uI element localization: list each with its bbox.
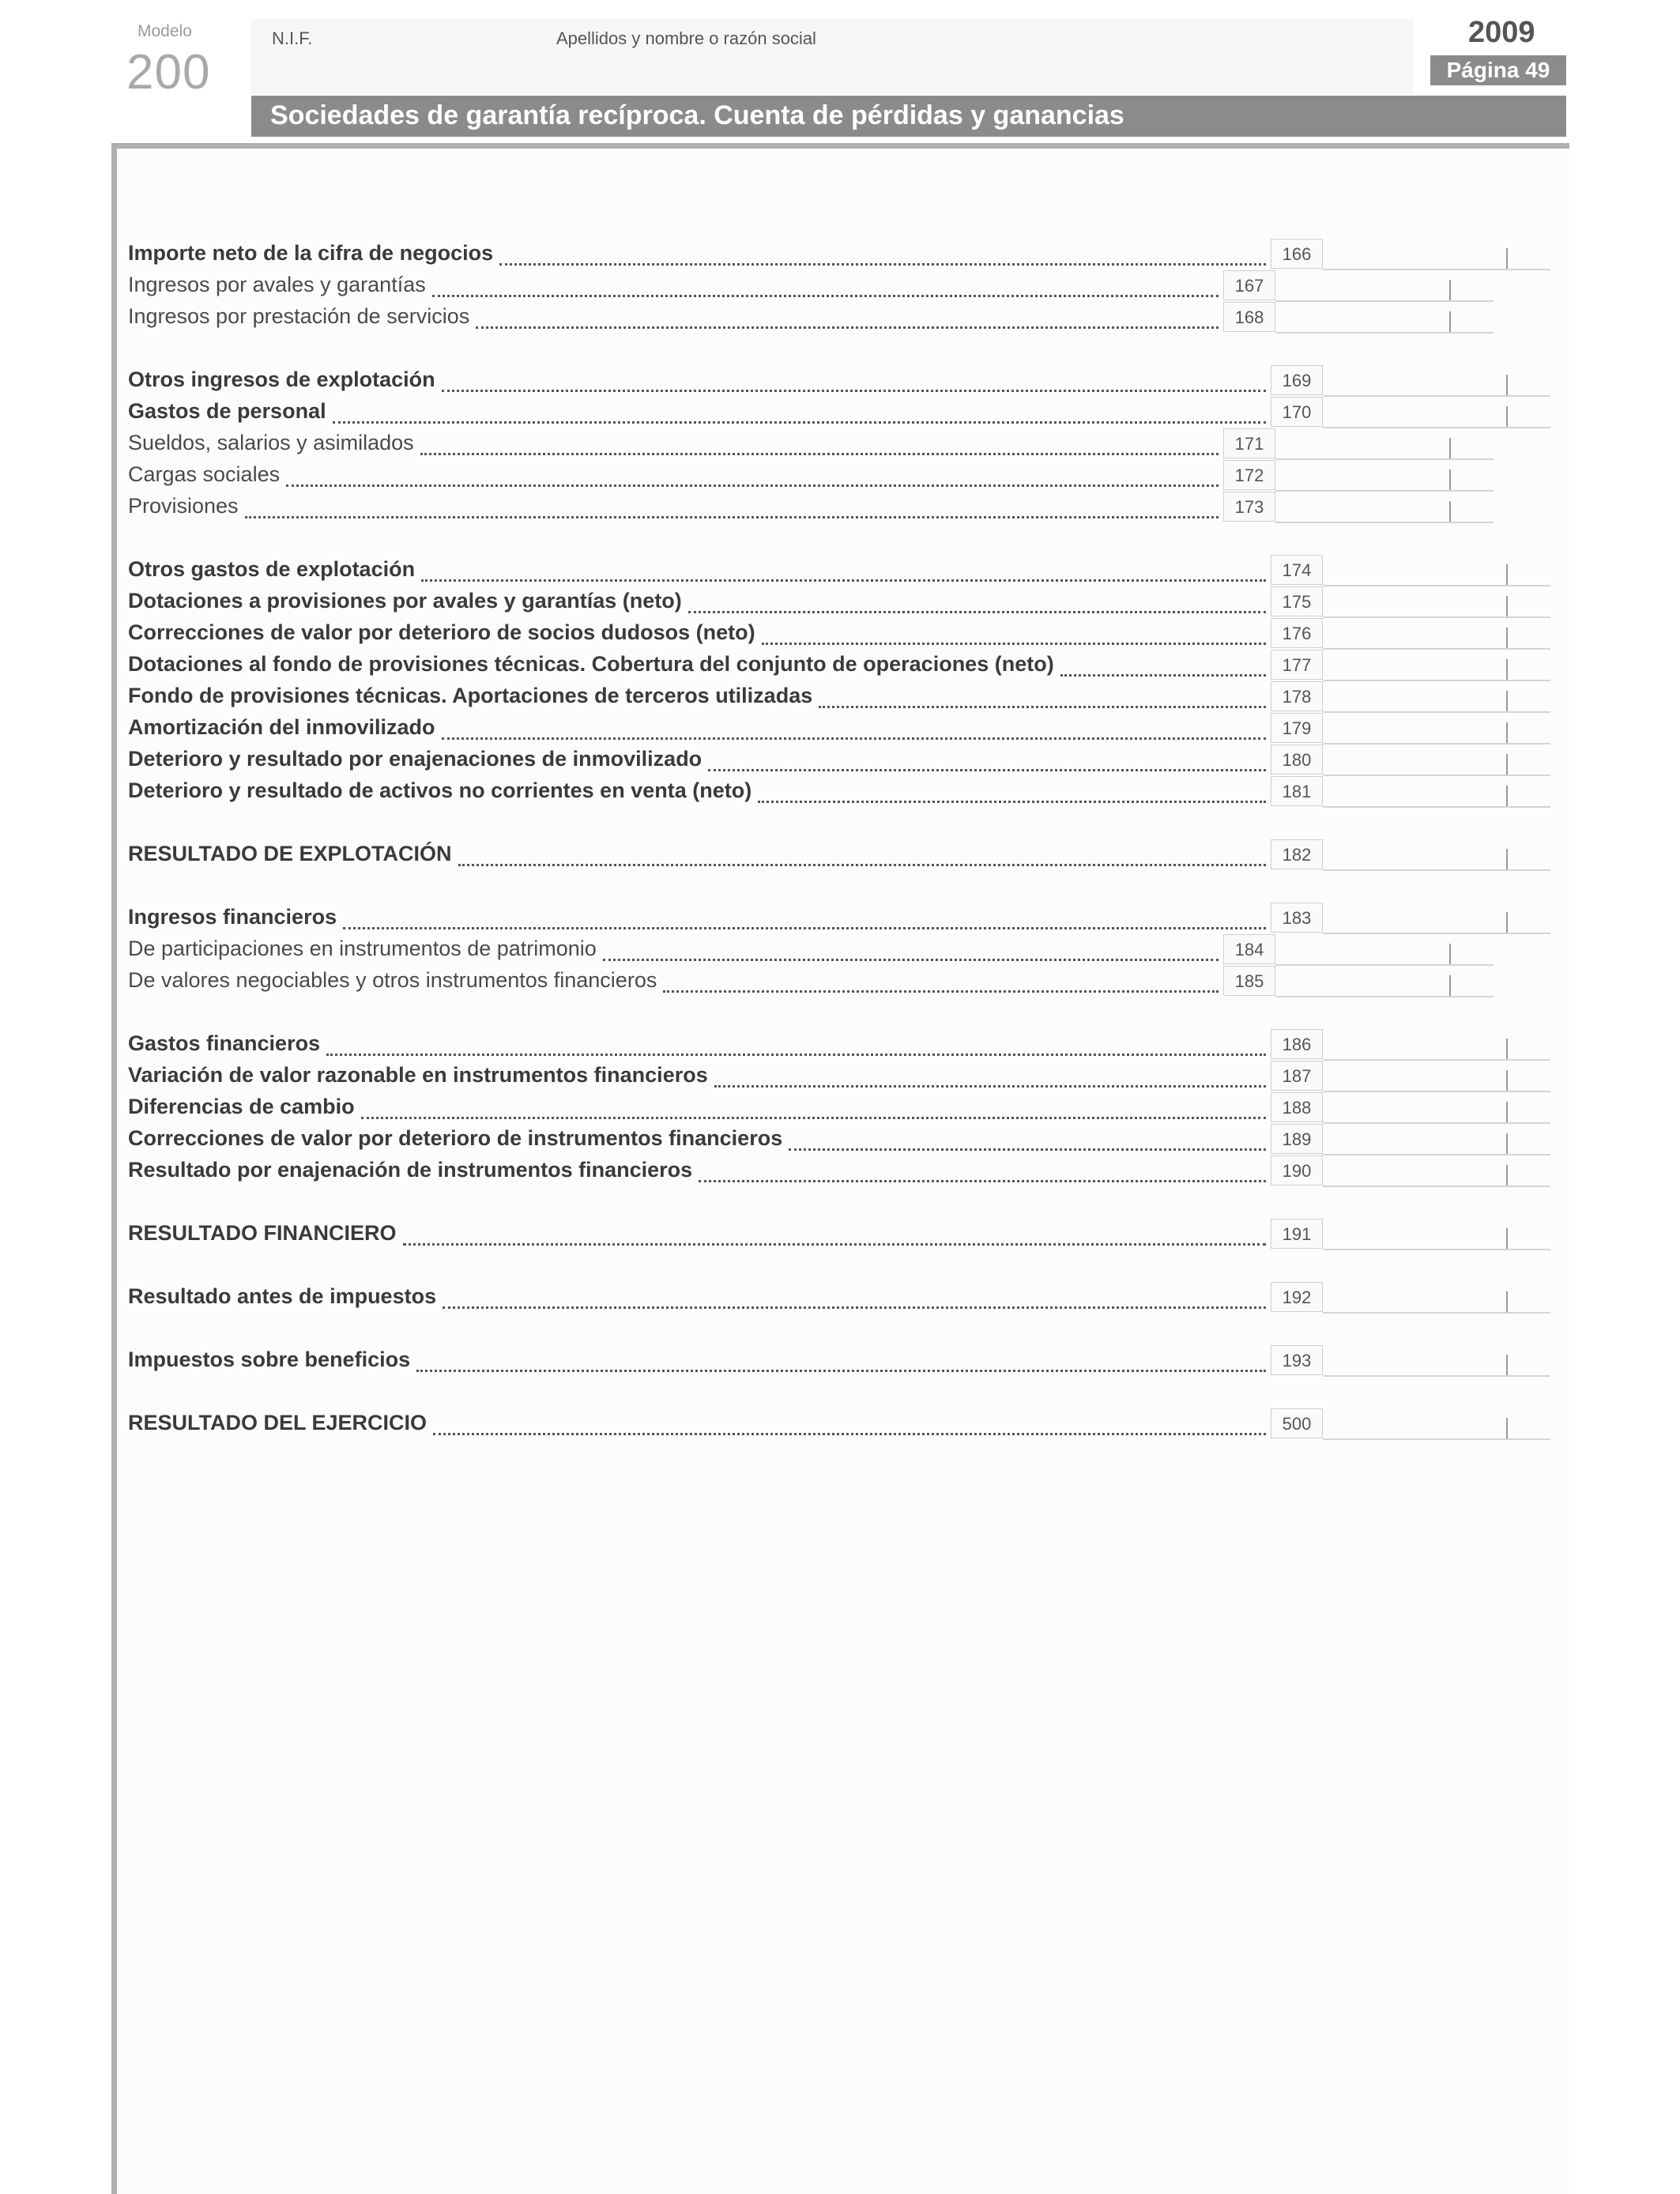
box-code: 191 — [1271, 1219, 1323, 1249]
decimal-separator-mark — [1449, 975, 1451, 996]
box-code: 182 — [1271, 839, 1323, 869]
leader-dots — [442, 386, 1266, 392]
decimal-separator-mark — [1506, 1291, 1508, 1312]
leader-dots — [663, 987, 1219, 993]
amount-field[interactable] — [1323, 1438, 1550, 1440]
box-code: 174 — [1271, 555, 1323, 585]
frame-left-border — [111, 143, 117, 2194]
form-row — [128, 428, 1550, 460]
row-label: RESULTADO DE EXPLOTACIÓN — [128, 842, 452, 865]
decimal-separator-mark — [1449, 280, 1451, 300]
box-code: 178 — [1271, 681, 1323, 711]
amount-field[interactable] — [1323, 869, 1550, 871]
form-row — [128, 934, 1550, 966]
row-label: Cargas sociales — [128, 462, 281, 486]
form-row — [128, 1092, 1550, 1124]
leader-dots — [421, 576, 1266, 582]
leader-dots — [443, 1303, 1266, 1309]
section-title-bar — [251, 96, 1566, 137]
form-row — [128, 1155, 1550, 1187]
decimal-separator-mark — [1449, 438, 1451, 458]
decimal-separator-mark — [1449, 501, 1451, 522]
frame-top-border — [111, 143, 1569, 149]
decimal-separator-mark — [1506, 406, 1508, 427]
amount-field[interactable] — [1275, 332, 1494, 334]
leader-dots — [420, 450, 1219, 455]
box-code: 175 — [1271, 586, 1323, 616]
box-code: 183 — [1271, 903, 1323, 933]
box-code: 190 — [1271, 1155, 1323, 1186]
form-row — [128, 1408, 1550, 1440]
leader-dots — [499, 260, 1266, 266]
row-label: Amortización del inmovilizado — [128, 715, 435, 739]
leader-dots — [286, 481, 1219, 487]
decimal-separator-mark — [1449, 944, 1451, 964]
box-code: 186 — [1271, 1029, 1323, 1059]
decimal-separator-mark — [1506, 912, 1508, 933]
leader-dots — [762, 639, 1266, 645]
form-row — [128, 1061, 1550, 1092]
form-row — [128, 397, 1550, 428]
box-code: 185 — [1223, 966, 1275, 996]
form-row — [128, 270, 1550, 302]
decimal-separator-mark — [1506, 754, 1508, 775]
leader-dots — [708, 766, 1266, 771]
leader-dots — [416, 1367, 1266, 1372]
leader-dots — [603, 956, 1219, 961]
box-code: 179 — [1271, 713, 1323, 743]
decimal-separator-mark — [1506, 786, 1508, 806]
form-row — [128, 650, 1550, 681]
form-row — [128, 239, 1550, 270]
header-box — [251, 19, 1413, 94]
box-code: 184 — [1223, 934, 1275, 964]
leader-dots — [714, 1082, 1266, 1088]
leader-dots — [432, 292, 1219, 297]
decimal-separator-mark — [1506, 659, 1508, 680]
box-code: 170 — [1271, 397, 1323, 427]
box-code: 166 — [1271, 239, 1323, 269]
amount-field[interactable] — [1323, 806, 1550, 808]
form-row — [128, 903, 1550, 934]
decimal-separator-mark — [1506, 1355, 1508, 1375]
modelo-number: 200 — [126, 45, 211, 100]
row-label: RESULTADO FINANCIERO — [128, 1221, 397, 1245]
row-label: Provisiones — [128, 494, 239, 518]
amount-field[interactable] — [1323, 1312, 1550, 1314]
box-code: 180 — [1271, 745, 1323, 775]
leader-dots — [789, 1145, 1266, 1151]
box-code: 188 — [1271, 1092, 1323, 1122]
row-label: Ingresos por prestación de servicios — [128, 304, 470, 328]
decimal-separator-mark — [1506, 1228, 1508, 1249]
row-label: Sueldos, salarios y asimilados — [128, 431, 414, 454]
amount-field[interactable] — [1275, 522, 1494, 523]
form-row — [128, 839, 1550, 871]
form-row — [128, 1345, 1550, 1377]
form-year: 2009 — [1468, 16, 1535, 49]
leader-dots — [819, 703, 1266, 708]
decimal-separator-mark — [1506, 722, 1508, 743]
decimal-separator-mark — [1506, 596, 1508, 616]
row-label: Gastos financieros — [128, 1031, 321, 1055]
row-label: Otros gastos de explotación — [128, 557, 416, 581]
form-row — [128, 713, 1550, 745]
amount-field[interactable] — [1323, 1375, 1550, 1377]
decimal-separator-mark — [1506, 248, 1508, 269]
amount-field[interactable] — [1323, 1186, 1550, 1187]
row-label: Resultado antes de impuestos — [128, 1284, 437, 1308]
decimal-separator-mark — [1506, 1102, 1508, 1122]
row-label: Correcciones de valor por deterioro de socios dudosos (neto) — [128, 620, 755, 644]
leader-dots — [343, 924, 1266, 929]
nif-label: N.I.F. — [272, 28, 313, 48]
box-code: 193 — [1271, 1345, 1323, 1375]
section-title: Sociedades de garantía recíproca. Cuenta de pérdidas y ganancias — [270, 100, 1124, 130]
leader-dots — [442, 734, 1266, 740]
row-label: Deterioro y resultado de activos no corrientes en venta (neto) — [128, 778, 752, 802]
row-label: Resultado por enajenación de instrumentos financieros — [128, 1158, 693, 1182]
leader-dots — [433, 1430, 1266, 1435]
form-row — [128, 618, 1550, 650]
form-row — [128, 1124, 1550, 1155]
form-row — [128, 776, 1550, 808]
box-code: 172 — [1223, 460, 1275, 490]
form-row — [128, 586, 1550, 618]
row-label: Fondo de provisiones técnicas. Aportaciones de terceros utilizadas — [128, 684, 813, 707]
box-code: 187 — [1271, 1061, 1323, 1091]
leader-dots — [458, 861, 1266, 866]
row-label: Otros ingresos de explotación — [128, 368, 435, 391]
form-row — [128, 555, 1550, 586]
row-label: Deterioro y resultado por enajenaciones de inmovilizado — [128, 747, 703, 771]
row-label: Variación de valor razonable en instrumentos financieros — [128, 1063, 708, 1087]
row-label: Impuestos sobre beneficios — [128, 1348, 411, 1371]
row-label: Ingresos por avales y garantías — [128, 273, 426, 296]
form-row — [128, 745, 1550, 776]
decimal-separator-mark — [1506, 1133, 1508, 1154]
decimal-separator-mark — [1506, 849, 1508, 869]
decimal-separator-mark — [1506, 1039, 1508, 1059]
amount-field[interactable] — [1275, 996, 1494, 997]
modelo-label: Modelo — [137, 22, 192, 40]
row-label: Diferencias de cambio — [128, 1095, 355, 1118]
leader-dots — [688, 608, 1266, 613]
row-label: De valores negociables y otros instrumentos financieros — [128, 968, 657, 992]
decimal-separator-mark — [1506, 691, 1508, 711]
box-code: 176 — [1271, 618, 1323, 648]
decimal-separator-mark — [1449, 311, 1451, 332]
decimal-separator-mark — [1506, 375, 1508, 395]
leader-dots — [403, 1240, 1267, 1246]
form-row — [128, 302, 1550, 334]
decimal-separator-mark — [1506, 1418, 1508, 1438]
decimal-separator-mark — [1449, 469, 1451, 490]
form-row — [128, 1282, 1550, 1314]
box-code: 189 — [1271, 1124, 1323, 1154]
leader-dots — [476, 323, 1219, 329]
decimal-separator-mark — [1506, 1165, 1508, 1186]
box-code: 169 — [1271, 365, 1323, 395]
leader-dots — [361, 1114, 1266, 1119]
row-label: Importe neto de la cifra de negocios — [128, 241, 494, 265]
row-label: Dotaciones a provisiones por avales y garantías (neto) — [128, 589, 682, 613]
box-code: 173 — [1223, 492, 1275, 522]
form-row — [128, 966, 1550, 997]
leader-dots — [326, 1050, 1266, 1056]
decimal-separator-mark — [1506, 564, 1508, 585]
box-code: 171 — [1223, 428, 1275, 458]
decimal-separator-mark — [1506, 628, 1508, 648]
box-code: 500 — [1271, 1408, 1323, 1438]
box-code: 168 — [1223, 302, 1275, 332]
leader-dots — [699, 1177, 1266, 1182]
leader-dots — [245, 513, 1219, 518]
box-code: 167 — [1223, 270, 1275, 300]
decimal-separator-mark — [1506, 1070, 1508, 1091]
form-row — [128, 1029, 1550, 1061]
box-code: 192 — [1271, 1282, 1323, 1312]
row-label: Correcciones de valor por deterioro de instrumentos financieros — [128, 1126, 783, 1150]
leader-dots — [1060, 671, 1266, 677]
box-code: 181 — [1271, 776, 1323, 806]
form-row — [128, 365, 1550, 397]
row-label: RESULTADO DEL EJERCICIO — [128, 1411, 428, 1434]
page-badge: Página 49 — [1430, 55, 1566, 85]
row-label: De participaciones en instrumentos de patrimonio — [128, 937, 597, 960]
form-row — [128, 460, 1550, 492]
form-row — [128, 492, 1550, 523]
amount-field[interactable] — [1323, 1249, 1550, 1250]
box-code: 177 — [1271, 650, 1323, 680]
row-label: Ingresos financieros — [128, 905, 337, 929]
form-row — [128, 1219, 1550, 1250]
leader-dots — [758, 797, 1266, 803]
leader-dots — [333, 418, 1266, 424]
form-row — [128, 681, 1550, 713]
row-label: Dotaciones al fondo de provisiones técnicas. Cobertura del conjunto de operaciones (neto) — [128, 652, 1054, 676]
row-label: Gastos de personal — [128, 399, 326, 423]
name-label: Apellidos y nombre o razón social — [556, 28, 816, 48]
